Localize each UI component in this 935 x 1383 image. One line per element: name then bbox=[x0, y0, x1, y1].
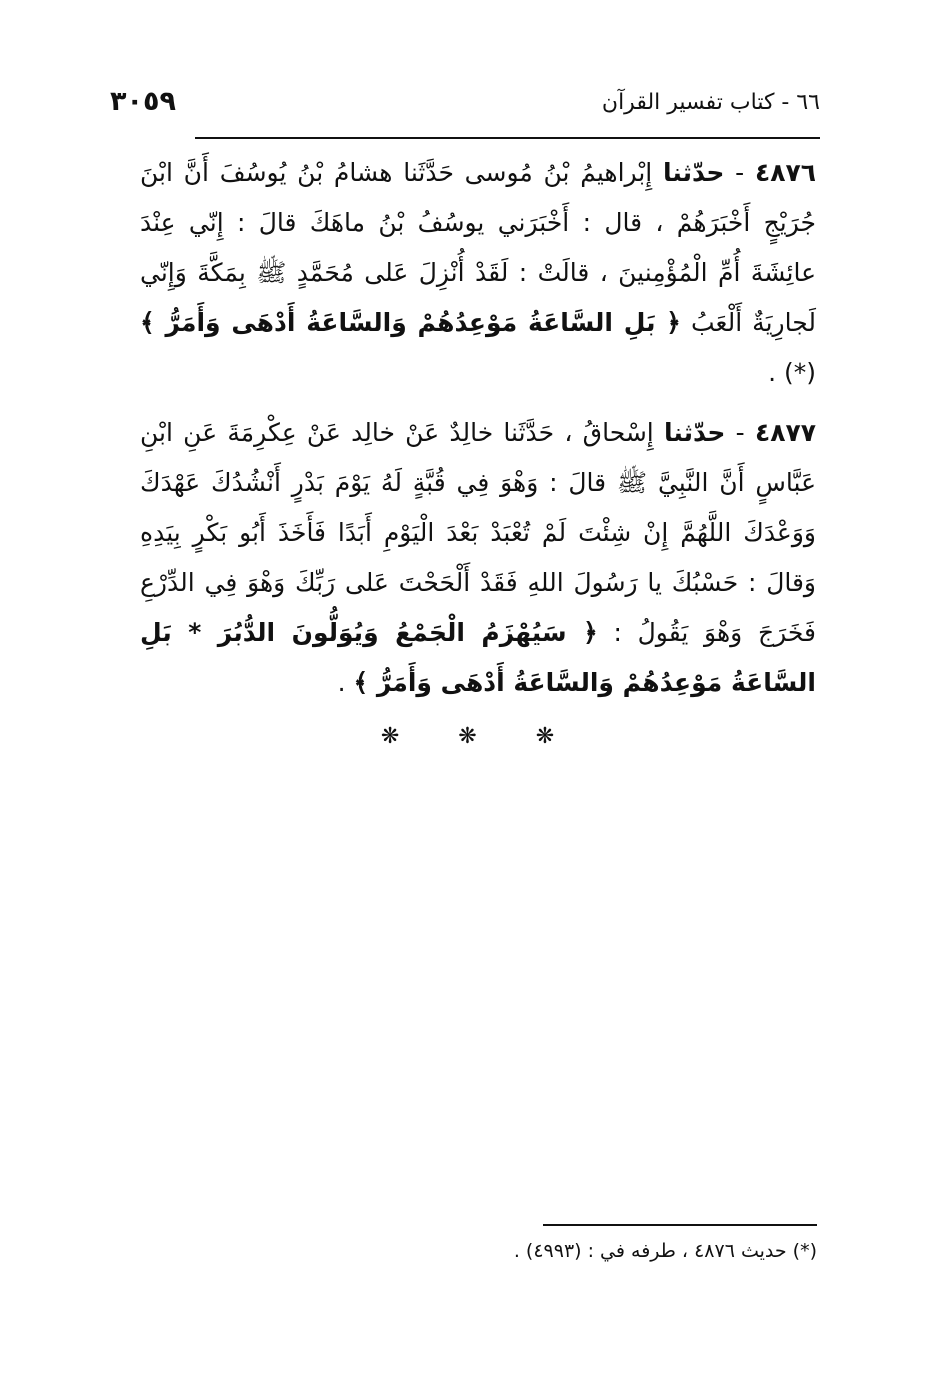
hadith-4877 bbox=[140, 408, 816, 708]
quran-verse: ﴿ بَلِ السَّاعَةُ مَوْعِدُهُمْ وَالسَّاعَةُ أَدْهَى وَأَمَرُّ ﴾ bbox=[140, 308, 681, 337]
header-rule bbox=[195, 137, 820, 139]
hadith-dash: - bbox=[724, 158, 755, 187]
quran-verse: ﴿ سَيُهْزَمُ الْجَمْعُ وَيُوَلُّونَ الدُّبُرَ * بَلِ السَّاعَةُ مَوْعِدُهُمْ وَالسَّاعَةُ أَدْهَى وَأَمَرُّ ﴾ bbox=[140, 618, 816, 697]
footnote-rule bbox=[543, 1224, 817, 1226]
hadith-dash: - bbox=[725, 418, 755, 447]
page-header bbox=[110, 86, 820, 130]
asterism-icon: ❋ bbox=[458, 724, 477, 749]
hadith-number: ٤٨٧٧ bbox=[754, 418, 816, 447]
hadith-end: . bbox=[337, 668, 354, 697]
hadith-number: ٤٨٧٦ bbox=[754, 158, 816, 187]
hadith-4876 bbox=[140, 148, 816, 398]
hadith-end: (*) . bbox=[768, 358, 816, 387]
page-number: ٣٠٥٩ bbox=[110, 86, 176, 117]
running-title: ٦٦ - كتاب تفسير القرآن bbox=[601, 90, 820, 115]
hadith-text: إِسْحاقُ ، حَدَّثَنا خالِدٌ عَنْ خالِد عَنْ عِكْرِمَةَ عَنِ ابْنِ عَبَّاسٍ أَنَّ النَّبِيَّ ﷺ قالَ : وَهْوَ فِي قُبَّةٍ لَهُ يَوْمَ بَدْرٍ أَنْشُدُكَ عَهْدَكَ وَوَعْدَكَ اللَّهُمَّ إِنْ شِئْتَ لَمْ تُعْبَدْ بَعْدَ الْيَوْمِ أَبَدًا فَأَخَذَ أَبُو بَكْرٍ بِيَدِهِ وَقالَ : حَسْبُكَ يا رَسُولَ اللهِ فَقَدْ أَلْحَحْتَ عَلى رَبِّكَ وَهْوَ فِي الدِّرْعِ فَخَرَجَ وَهْوَ يَقُولُ : bbox=[140, 418, 816, 647]
hadith-haddathana: حدّثنا bbox=[663, 418, 726, 447]
footnote: (*) حديث ٤٨٧٦ ، طرفه في : (٤٩٩٣) . bbox=[513, 1240, 817, 1262]
hadith-text: إِبْراهيمُ بْنُ مُوسى حَدَّثَنا هشامُ بْنُ يُوسُفَ أَنَّ ابْنَ جُرَيْجٍ أَخْبَرَهُمْ ، قال : أَخْبَرَني يوسُفُ بْنُ ماهَكَ قالَ : إِنّي عِنْدَ عائِشَةَ أُمِّ الْمُؤْمِنينَ ، قالَتْ : لَقَدْ أُنْزِلَ عَلى مُحَمَّدٍ ﷺ بِمَكَّةَ وَإِنّي لَجارِيَةٌ أَلْعَبُ bbox=[140, 158, 816, 337]
section-separator bbox=[0, 724, 935, 749]
asterism-icon: ❋ bbox=[380, 724, 400, 749]
hadith-haddathana: حدّثنا bbox=[662, 158, 725, 187]
asterism-icon: ❋ bbox=[535, 724, 555, 749]
body-text bbox=[140, 148, 816, 718]
